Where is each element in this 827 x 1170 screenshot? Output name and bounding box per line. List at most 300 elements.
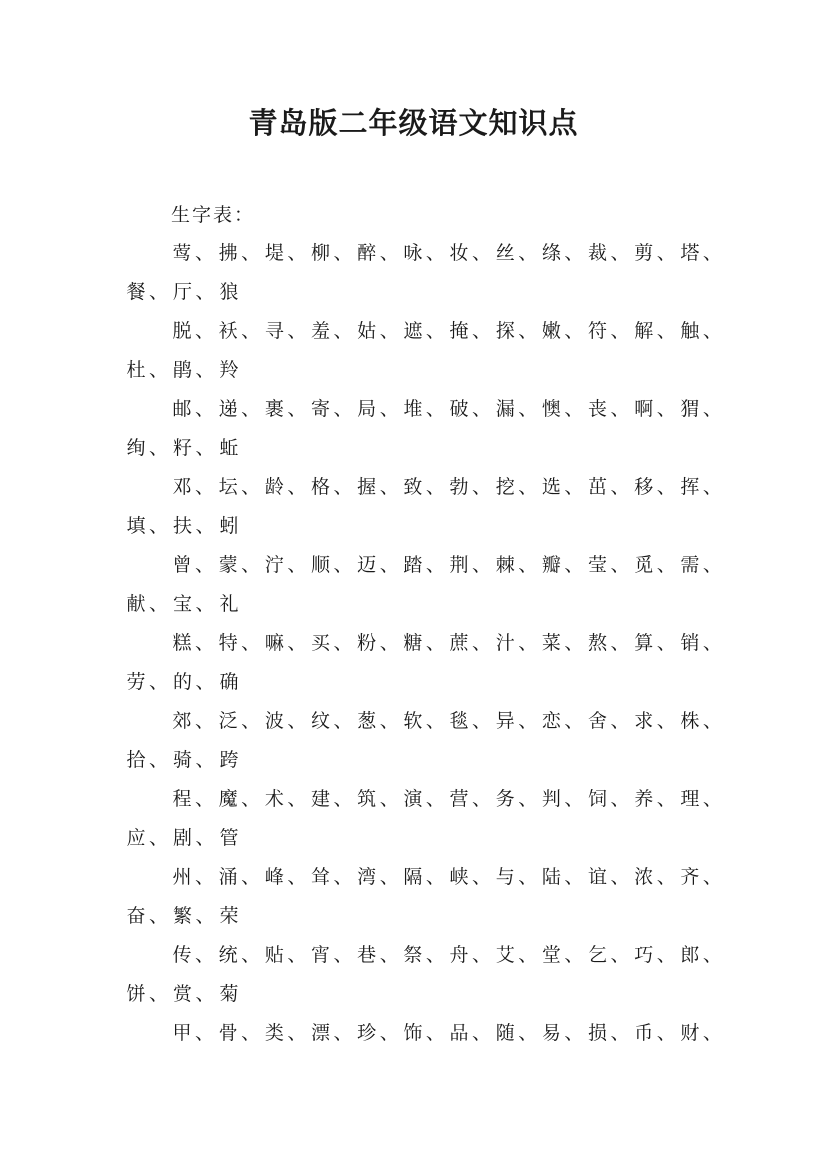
character: 隔 [403,866,423,888]
separator: 、 [149,827,169,849]
character-item [402,1014,448,1053]
character-item [217,468,263,507]
character-item [679,390,725,429]
character-item [263,312,309,351]
character-item [494,234,540,273]
character-row-second [125,741,725,780]
character-row-second [125,507,725,546]
character-item [494,390,540,429]
character: 拂 [218,242,238,264]
separator: 、 [564,320,584,342]
character-item [679,468,725,507]
character: 耸 [311,866,331,888]
separator: 、 [702,1022,722,1044]
separator: 、 [610,1022,630,1044]
separator: 、 [333,476,353,498]
character-row-second [125,351,725,390]
separator: 、 [379,554,399,576]
character-item [448,468,494,507]
separator: 、 [333,788,353,810]
character-item [356,468,402,507]
character-item [356,390,402,429]
separator: 、 [195,359,215,381]
character-item [402,468,448,507]
character: 筑 [357,788,377,810]
character-item [171,1014,217,1053]
character: 妆 [449,242,469,264]
character-item [679,858,725,897]
character-item [679,624,725,663]
document-body [125,196,725,1053]
character: 类 [264,1022,284,1044]
separator: 、 [195,320,215,342]
separator: 、 [656,944,676,966]
character-item [356,780,402,819]
character: 挥 [680,476,700,498]
character-item [679,546,725,585]
separator: 、 [241,242,261,264]
separator: 、 [195,281,215,303]
character-group [125,390,725,468]
character-item [540,780,586,819]
character-item [679,936,725,975]
character-item [263,936,309,975]
character: 漂 [311,1022,331,1044]
character-item [540,546,586,585]
character: 餐 [126,281,146,303]
character-item [218,975,265,1014]
character-row-second [125,975,725,1014]
character-item [125,663,172,702]
character: 理 [680,788,700,810]
character: 舍 [588,710,608,732]
character-item [218,507,265,546]
character-group [125,312,725,390]
character: 波 [264,710,284,732]
separator: 、 [241,320,261,342]
separator: 、 [425,788,445,810]
character-item [310,624,356,663]
character-item [587,1014,633,1053]
separator: 、 [656,242,676,264]
character: 葱 [357,710,377,732]
character-row-first [125,780,725,819]
character: 养 [634,788,654,810]
character-item [217,624,263,663]
separator: 、 [425,398,445,420]
character: 求 [634,710,654,732]
separator: 、 [656,554,676,576]
character: 泛 [218,710,238,732]
character-item [172,507,219,546]
character-item [171,234,217,273]
character-item [540,1014,586,1053]
character-item [172,975,219,1014]
separator: 、 [472,710,492,732]
separator: 、 [518,788,538,810]
character: 菊 [219,983,239,1005]
character: 判 [541,788,561,810]
separator: 、 [149,515,169,537]
separator: 、 [518,632,538,654]
character: 郎 [680,944,700,966]
separator: 、 [610,554,630,576]
separator: 、 [702,554,722,576]
separator: 、 [333,632,353,654]
character-item [310,780,356,819]
character-group [125,624,725,702]
separator: 、 [518,554,538,576]
separator: 、 [656,632,676,654]
separator: 、 [241,944,261,966]
character: 营 [449,788,469,810]
character-item [448,780,494,819]
character: 糕 [172,632,192,654]
character-item [310,390,356,429]
separator: 、 [564,398,584,420]
character-item [494,858,540,897]
character-item [540,624,586,663]
character: 陆 [541,866,561,888]
character: 确 [219,671,239,693]
character: 峰 [264,866,284,888]
separator: 、 [564,242,584,264]
separator: 、 [287,944,307,966]
character-item [356,936,402,975]
character-item [263,390,309,429]
character-item [587,468,633,507]
character-item [356,624,402,663]
character: 易 [541,1022,561,1044]
character-item [494,936,540,975]
character-item [218,663,265,702]
character-item [587,858,633,897]
separator: 、 [610,710,630,732]
separator: 、 [702,242,722,264]
character: 觅 [634,554,654,576]
character-row-second [125,663,725,702]
character-item [356,702,402,741]
separator: 、 [379,710,399,732]
character-item [633,390,679,429]
separator: 、 [287,242,307,264]
character-item [448,624,494,663]
character-item [540,936,586,975]
character: 特 [218,632,238,654]
separator: 、 [518,242,538,264]
separator: 、 [564,554,584,576]
separator: 、 [610,944,630,966]
character: 堂 [541,944,561,966]
character: 宵 [311,944,331,966]
character-item [171,312,217,351]
character: 品 [449,1022,469,1044]
character-item [171,546,217,585]
character-item [217,390,263,429]
character: 建 [311,788,331,810]
character-item [540,468,586,507]
separator: 、 [518,476,538,498]
separator: 、 [287,866,307,888]
character-item [679,780,725,819]
character-item [494,780,540,819]
character: 损 [588,1022,608,1044]
character-item [494,702,540,741]
separator: 、 [287,710,307,732]
character-item [217,936,263,975]
separator: 、 [702,320,722,342]
separator: 、 [287,398,307,420]
character-group [125,780,725,858]
character-item [633,468,679,507]
character-row-first [125,312,725,351]
separator: 、 [702,710,722,732]
character-item [402,858,448,897]
character: 巷 [357,944,377,966]
separator: 、 [379,944,399,966]
character: 勃 [449,476,469,498]
separator: 、 [564,1022,584,1044]
character: 演 [403,788,423,810]
separator: 、 [195,242,215,264]
character: 菜 [541,632,561,654]
character-item [587,780,633,819]
character-item [402,312,448,351]
character: 买 [311,632,331,654]
separator: 、 [472,554,492,576]
separator: 、 [610,788,630,810]
separator: 、 [195,944,215,966]
character: 蒙 [218,554,238,576]
document-title: 青岛版二年级语文知识点 [248,106,579,140]
character: 软 [403,710,423,732]
character: 湾 [357,866,377,888]
character-item [356,858,402,897]
separator: 、 [472,476,492,498]
character-item [448,702,494,741]
character-item [125,351,172,390]
character: 堤 [264,242,284,264]
character-item [494,1014,540,1053]
character: 荆 [449,554,469,576]
separator: 、 [425,866,445,888]
separator: 、 [241,476,261,498]
character: 嫩 [541,320,561,342]
character-row-second [125,273,725,312]
character-item [679,702,725,741]
character-item [679,234,725,273]
character: 礼 [219,593,239,615]
character: 曾 [172,554,192,576]
character: 财 [680,1022,700,1044]
character: 杜 [126,359,146,381]
separator: 、 [287,788,307,810]
character-item [217,546,263,585]
separator: 、 [333,398,353,420]
character: 棘 [495,554,515,576]
character: 莺 [172,242,192,264]
character-item [125,975,172,1014]
separator: 、 [149,281,169,303]
character-item [125,273,172,312]
character: 贴 [264,944,284,966]
character: 顺 [311,554,331,576]
character: 啊 [634,398,654,420]
character: 格 [311,476,331,498]
character-item [402,936,448,975]
character: 舟 [449,944,469,966]
separator: 、 [610,866,630,888]
separator: 、 [472,320,492,342]
character-item [171,468,217,507]
character: 漏 [495,398,515,420]
character: 劳 [126,671,146,693]
character-list [125,234,725,1053]
character-item [263,624,309,663]
separator: 、 [518,320,538,342]
section-heading: 生字表： [171,204,256,226]
character: 拾 [126,749,146,771]
character-group [125,234,725,312]
separator: 、 [425,1022,445,1044]
separator: 、 [472,944,492,966]
separator: 、 [518,398,538,420]
character: 与 [495,866,515,888]
character-item [310,702,356,741]
character-item [633,624,679,663]
character: 祭 [403,944,423,966]
separator: 、 [195,983,215,1005]
character-item [172,663,219,702]
character: 懊 [541,398,561,420]
separator: 、 [379,788,399,810]
character: 齐 [680,866,700,888]
separator: 、 [195,749,215,771]
separator: 、 [425,710,445,732]
character-row-second [125,897,725,936]
separator: 、 [564,944,584,966]
separator: 、 [425,554,445,576]
character: 糖 [403,632,423,654]
character-item [310,936,356,975]
character-item [263,780,309,819]
character-item [633,546,679,585]
separator: 、 [472,242,492,264]
character: 蔗 [449,632,469,654]
character-item [448,234,494,273]
separator: 、 [702,788,722,810]
separator: 、 [333,866,353,888]
character-item [633,1014,679,1053]
character: 需 [680,554,700,576]
character: 寄 [311,398,331,420]
character-item [356,234,402,273]
separator: 、 [287,632,307,654]
separator: 、 [656,1022,676,1044]
separator: 、 [333,554,353,576]
character-group [125,936,725,1014]
separator: 、 [195,593,215,615]
character: 致 [403,476,423,498]
character-item [448,936,494,975]
character-item [310,546,356,585]
character: 程 [172,788,192,810]
character-item [310,234,356,273]
character: 堆 [403,398,423,420]
character: 奋 [126,905,146,927]
character-item [356,1014,402,1053]
separator: 、 [702,476,722,498]
character: 宝 [172,593,192,615]
separator: 、 [518,866,538,888]
separator: 、 [610,632,630,654]
character: 绦 [541,242,561,264]
character-item [172,585,219,624]
separator: 、 [241,554,261,576]
character-group [125,468,725,546]
character: 骨 [218,1022,238,1044]
character-row-first [125,546,725,585]
separator: 、 [379,242,399,264]
separator: 、 [472,398,492,420]
separator: 、 [149,671,169,693]
separator: 、 [195,398,215,420]
separator: 、 [149,437,169,459]
character: 珍 [357,1022,377,1044]
character-row-first [125,1014,725,1053]
character: 管 [219,827,239,849]
character: 饰 [403,1022,423,1044]
separator: 、 [149,983,169,1005]
character: 汁 [495,632,515,654]
separator: 、 [149,593,169,615]
separator: 、 [656,320,676,342]
character: 裹 [264,398,284,420]
separator: 、 [149,359,169,381]
character-item [402,780,448,819]
character-item [217,312,263,351]
separator: 、 [195,866,215,888]
character-item [633,780,679,819]
character: 币 [634,1022,654,1044]
character: 恋 [541,710,561,732]
separator: 、 [472,788,492,810]
character-item [218,429,265,468]
character: 迈 [357,554,377,576]
character-item [263,1014,309,1053]
separator: 、 [195,827,215,849]
character-row-first [125,234,725,273]
character: 术 [264,788,284,810]
character: 赏 [172,983,192,1005]
character-item [402,390,448,429]
character-item [448,1014,494,1053]
character-item [218,741,265,780]
character: 骑 [172,749,192,771]
character-item [633,858,679,897]
character-item [402,624,448,663]
character-item [402,702,448,741]
character: 统 [218,944,238,966]
separator: 、 [287,554,307,576]
separator: 、 [518,710,538,732]
separator: 、 [610,398,630,420]
character-row-first [125,936,725,975]
character-item [310,858,356,897]
character: 毯 [449,710,469,732]
separator: 、 [564,788,584,810]
character-item [263,234,309,273]
